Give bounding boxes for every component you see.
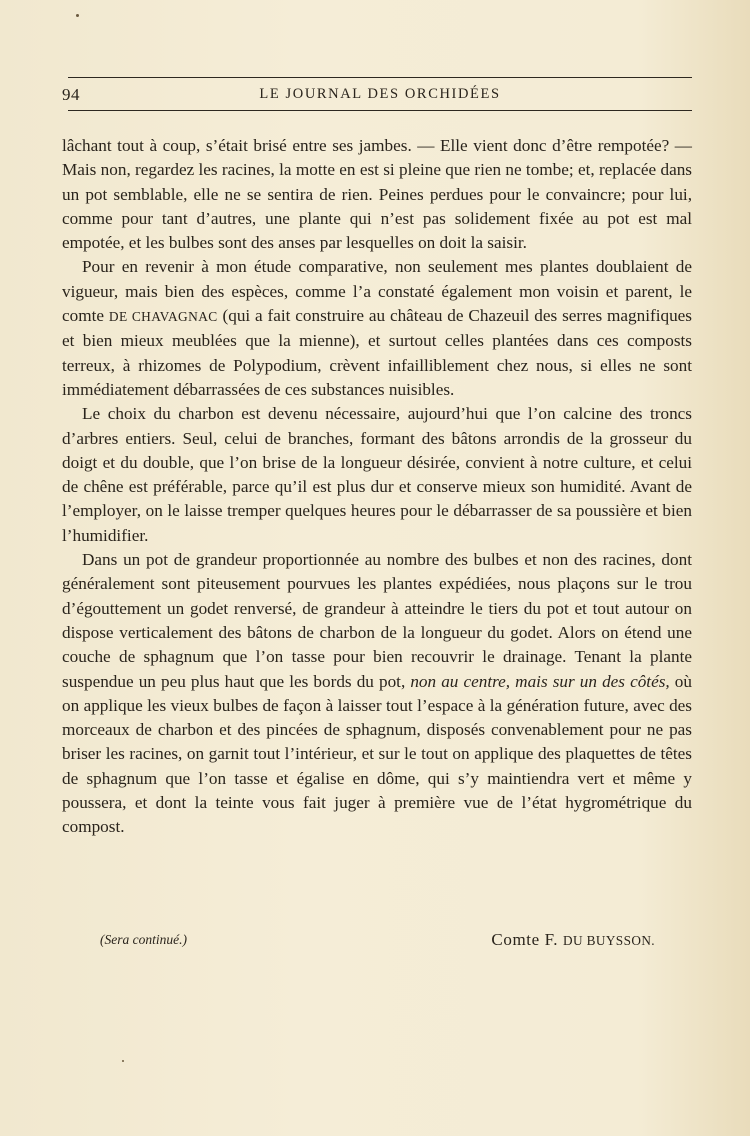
paragraph-text: Pour en revenir à mon étude comparative, non seulement mes plantes doublaient de vigueur, mais bien des espèces, comme l’a constaté également mon voisin et parent, le comte (62, 257, 692, 326)
signature-prefix: Comte F. (491, 930, 563, 949)
body-text (62, 134, 692, 840)
paragraph (62, 255, 692, 402)
article-footer (100, 930, 655, 954)
paragraph: lâchant tout à coup, s’était brisé entre ses jambes. — Elle vient donc d’être rempotée? — Mais non, regardez les racines, la motte en est si pleine que rien ne tombe; et, replacée dans un pot semblable, elle ne se sentira de rien. Peines perdues pour le convaincre; pour lui, comme pour tant d’autres, une plante qui n’est pas solidement fixée au pot est mal empotée, et les bulbes sont des anses par lesquelles on doit la saisir. (62, 136, 692, 253)
page-number: 94 (62, 85, 80, 104)
paragraph-text: où on applique les vieux bulbes de façon à laisser tout l’espace à la génération future, avec des morceaux de charbon et des pincées de sphagnum, disposés convenablement pour ne pas briser les racines, on garnit tout l’intérieur, et sur le tout on applique des plaquettes de têtes de sphagnum que l’on tasse et égalise en dôme, qui s’y maintiendra vert et même y poussera, et dont la teinte vous fait juger à première vue de l’état hygrométrique du compost. (62, 671, 692, 837)
ink-speck (76, 14, 79, 17)
ink-speck (122, 1060, 124, 1062)
author-signature (491, 930, 655, 950)
signature-name: DU BUYSSON. (562, 933, 655, 948)
paragraph-text: (qui a fait construire au château de Chazeuil des serres magnifiques et bien mieux meublées que la mienne), et surtout celles plantées dans ces composts terreux, à rhizomes de Polypodium, crèvent infailliblement chez nous, si elles ne sont immédiatement débarrassées de ces substances nuisibles. (62, 306, 692, 399)
running-title: LE JOURNAL DES ORCHIDÉES (259, 86, 501, 102)
emphasis-text: non au centre, mais sur un des côtés, (410, 671, 670, 691)
person-name: DE CHAVAGNAC (108, 309, 218, 325)
continued-note: (Sera continué.) (100, 932, 187, 947)
header-rule-top (68, 77, 692, 78)
header-rule-bottom (68, 110, 692, 111)
paragraph (62, 548, 692, 840)
paragraph-text: Dans un pot de grandeur proportionnée au nombre des bulbes et non des racines, dont généralement sont piteusement pourvues les plantes expédiées, nous plaçons sur le trou d’égouttement un godet renversé, de grandeur à atteindre le tiers du pot et tout autour on dispose verticalement des bâtons de charbon de la longueur du godet. Alors on étend une couche de sphagnum que l’on tasse pour bien recouvrir le drainage. Tenant la plante suspendue un peu plus haut que les bords du pot, (62, 550, 692, 691)
paragraph: Le choix du charbon est devenu nécessaire, aujourd’hui que l’on calcine des troncs d’arbres entiers. Seul, celui de branches, formant des bâtons arrondis de la grosseur du doigt et du double, que l’on brise de la longueur désirée, convient à notre culture, et celui de chêne est préférable, parce qu’il est plus dur et conserve mieux son humidité. Avant de l’employer, on le laisse tremper quelques heures pour le débarrasser de sa poussière et bien l’humidifier. (62, 404, 692, 545)
